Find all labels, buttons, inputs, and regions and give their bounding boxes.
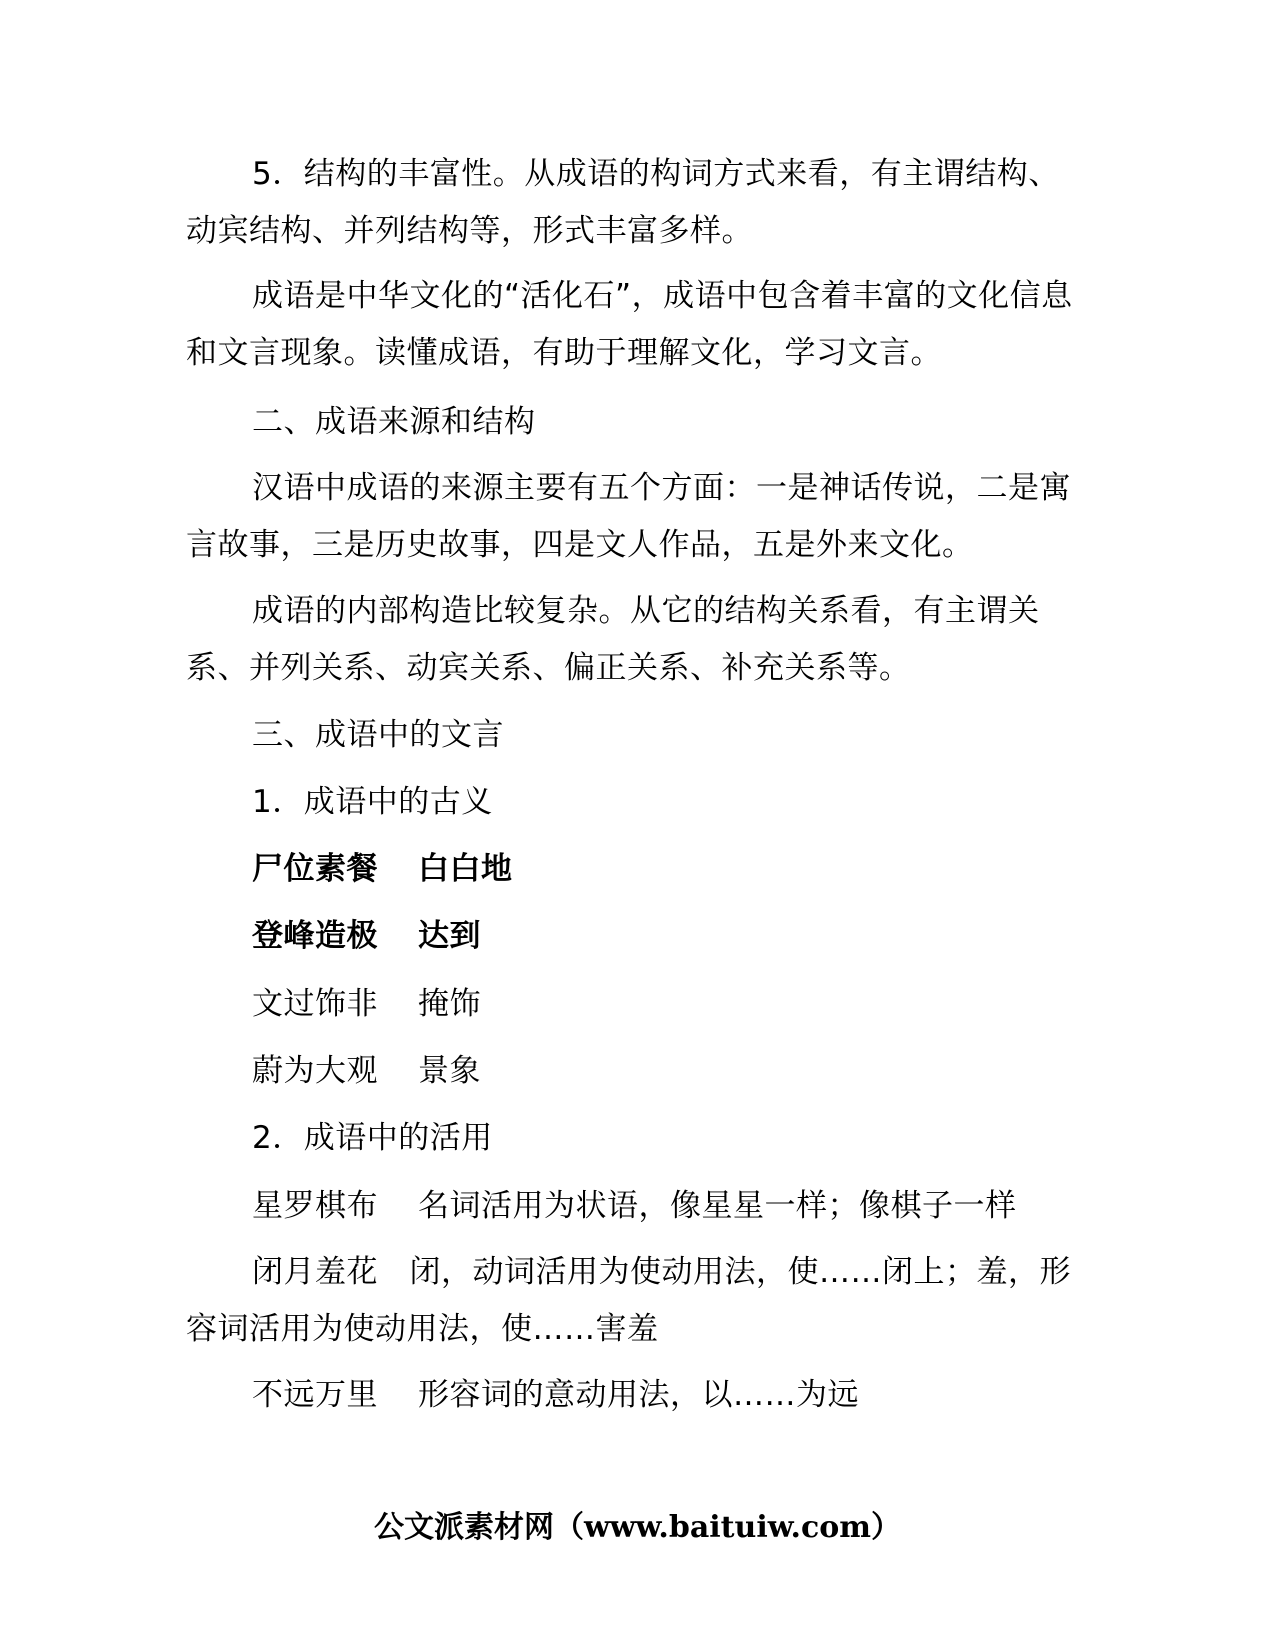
list-item — [252, 1051, 481, 1091]
list-item-wrapped — [186, 1244, 1086, 1358]
list-item — [252, 849, 513, 889]
subheading-ancient-meaning: 1．成语中的古义 — [252, 784, 493, 820]
idiom-term: 不远万里 — [252, 1377, 378, 1413]
heading-classical-chinese: 三、成语中的文言 — [252, 717, 504, 753]
idiom-term: 星罗棋布 — [252, 1188, 378, 1224]
list-item — [252, 916, 481, 956]
page-footer-source: 公文派素材网（www.baituiw.com） — [373, 1510, 902, 1545]
idiom-meaning: 景象 — [418, 1053, 481, 1089]
idiom-meaning: 掩饰 — [418, 986, 481, 1022]
list-item — [252, 984, 481, 1024]
idiom-term: 尸位素餐 — [252, 851, 378, 887]
subheading-flexible-usage: 2．成语中的活用 — [252, 1120, 493, 1156]
paragraph-structure-richness: 5．结构的丰富性。从成语的构词方式来看，有主谓结构、动宾结构、并列结构等，形式丰富多样。 — [186, 156, 1060, 249]
idiom-meaning: 白白地 — [418, 851, 513, 887]
paragraph-living-fossil: 成语是中华文化的“活化石”，成语中包含着丰富的文化信息和文言现象。读懂成语，有助于理解文化，学习文言。 — [186, 278, 1073, 371]
list-item — [252, 1186, 1017, 1226]
idiom-meaning: 闭，动词活用为使动用法，使……闭上；羞，形容词活用为使动用法，使……害羞 — [186, 1254, 1071, 1347]
list-item — [252, 1375, 859, 1415]
idiom-term: 闭月羞花 — [252, 1254, 378, 1290]
heading-source-structure: 二、成语来源和结构 — [252, 404, 536, 440]
idiom-term: 蔚为大观 — [252, 1053, 378, 1089]
idiom-term: 文过饰非 — [252, 986, 378, 1022]
idiom-meaning: 名词活用为状语，像星星一样；像棋子一样 — [418, 1188, 1017, 1224]
idiom-term: 登峰造极 — [252, 918, 378, 954]
paragraph-idiom-sources: 汉语中成语的来源主要有五个方面：一是神话传说，二是寓言故事，三是历史故事，四是文人作品，五是外来文化。 — [186, 470, 1071, 563]
idiom-meaning: 达到 — [418, 918, 481, 954]
idiom-meaning: 形容词的意动用法，以……为远 — [418, 1377, 859, 1413]
paragraph-internal-structure: 成语的内部构造比较复杂。从它的结构关系看，有主谓关系、并列关系、动宾关系、偏正关系、补充关系等。 — [186, 593, 1040, 686]
